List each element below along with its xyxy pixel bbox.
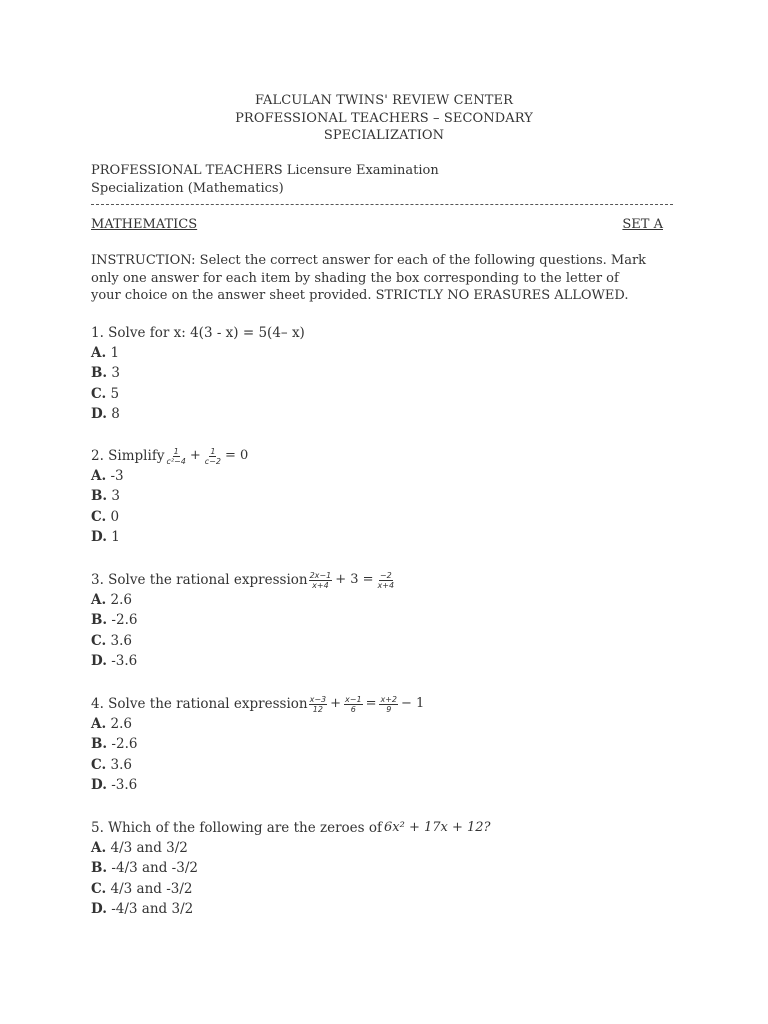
denominator: 6 <box>350 704 356 714</box>
denominator: 9 <box>386 704 392 714</box>
option-d <box>91 404 305 424</box>
instruction-line-1: INSTRUCTION: Select the correct answer for each of the following questions. Mark <box>91 253 647 268</box>
option-text: 1 <box>106 345 120 362</box>
question-2 <box>91 446 250 547</box>
option-text: -4/3 and -3/2 <box>107 860 198 877</box>
option-text: 2.6 <box>106 592 132 609</box>
polynomial-expression: 6x² + 17x + 12? <box>384 820 491 835</box>
fraction <box>344 695 363 714</box>
option-letter: B. <box>91 860 108 877</box>
option-text: -3.6 <box>106 652 138 669</box>
question-stem <box>91 694 426 714</box>
denominator: 12 <box>312 704 323 714</box>
option-letter: C. <box>91 880 107 897</box>
exam-subtitle <box>91 162 439 198</box>
option-text: -3 <box>106 468 124 485</box>
option-letter: D. <box>91 405 107 422</box>
option-letter: D. <box>91 776 107 793</box>
option-d <box>91 775 426 795</box>
option-letter: B. <box>91 736 108 753</box>
option-letter: A. <box>91 716 107 733</box>
question-stem <box>91 818 493 838</box>
header-line-1: FALCULAN TWINS' REVIEW CENTER <box>255 93 513 108</box>
option-d <box>91 899 493 919</box>
operator: + <box>189 448 201 463</box>
operator: = <box>365 696 377 711</box>
stem-text: 4. Solve the rational expression <box>91 696 308 712</box>
option-letter: C. <box>91 756 107 773</box>
numerator: 1 <box>173 446 179 456</box>
option-a <box>91 590 396 610</box>
subtitle-line-2: Specialization (Mathematics) <box>91 181 284 196</box>
option-b <box>91 734 426 754</box>
option-text: 4/3 and 3/2 <box>106 840 188 857</box>
option-letter: A. <box>91 592 107 609</box>
instruction-line-3: your choice on the answer sheet provided. STRICTLY NO ERASURES ALLOWED. <box>91 288 629 303</box>
option-a <box>91 714 426 734</box>
operator: − 1 <box>401 696 425 711</box>
document-header <box>0 92 768 145</box>
header-line-2: PROFESSIONAL TEACHERS – SECONDARY <box>235 110 533 126</box>
question-stem: 1. Solve for x: 4(3 - x) = 5(4– x) <box>91 325 305 341</box>
option-letter: D. <box>91 528 107 545</box>
subtitle-line-1: PROFESSIONAL TEACHERS Licensure Examination <box>91 163 439 178</box>
question-1 <box>91 323 305 424</box>
denominator: x+4 <box>377 580 395 590</box>
section-row <box>91 217 663 232</box>
option-b <box>91 858 493 878</box>
option-text: -2.6 <box>107 612 138 629</box>
operator: + 3 = <box>335 572 374 587</box>
instruction-line-2: only one answer for each item by shading the box corresponding to the letter of <box>91 270 619 286</box>
option-c <box>91 879 493 899</box>
option-a <box>91 838 493 858</box>
option-letter: A. <box>91 468 107 485</box>
option-text: 3 <box>107 488 121 505</box>
fraction <box>309 695 328 714</box>
stem-text: 5. Which of the following are the zeroes of <box>91 820 383 836</box>
option-letter: A. <box>91 840 107 857</box>
question-stem <box>91 446 250 466</box>
denominator: x+4 <box>312 580 329 590</box>
numerator: −2 <box>379 570 392 580</box>
section-title: MATHEMATICS <box>91 217 198 232</box>
fraction <box>165 447 186 466</box>
option-text: 3 <box>107 365 121 382</box>
option-a <box>91 466 250 486</box>
option-letter: D. <box>91 900 107 917</box>
denominator: c²−4 <box>166 456 186 466</box>
option-c <box>91 631 396 651</box>
question-4 <box>91 694 426 795</box>
option-b <box>91 610 396 630</box>
option-letter: C. <box>91 385 107 402</box>
option-text: -4/3 and 3/2 <box>106 900 194 917</box>
numerator: 1 <box>210 446 216 456</box>
stem-text: 3. Solve the rational expression <box>91 572 308 588</box>
operator: + <box>330 696 342 711</box>
option-text: 1 <box>106 528 120 545</box>
header-line-3: SPECIALIZATION <box>323 128 445 143</box>
fraction <box>204 447 222 466</box>
equation-rhs: = 0 <box>224 448 249 463</box>
numerator: x+2 <box>380 694 397 704</box>
option-letter: B. <box>91 365 108 382</box>
numerator: x−1 <box>345 694 362 704</box>
instruction-block <box>91 252 676 305</box>
option-letter: C. <box>91 632 107 649</box>
option-letter: C. <box>91 508 107 525</box>
stem-text: 2. Simplify <box>91 448 165 464</box>
option-c <box>91 384 305 404</box>
fraction <box>377 571 396 590</box>
option-c <box>91 507 250 527</box>
fraction <box>379 695 398 714</box>
option-text: 3.6 <box>106 632 132 649</box>
option-letter: A. <box>91 345 107 362</box>
option-letter: B. <box>91 612 108 629</box>
numerator: x−3 <box>309 694 327 704</box>
option-text: 2.6 <box>106 716 132 733</box>
option-b <box>91 363 305 383</box>
option-c <box>91 755 426 775</box>
question-3 <box>91 570 396 671</box>
question-stem <box>91 570 396 590</box>
option-text: 5 <box>106 385 120 402</box>
option-text: -2.6 <box>107 736 138 753</box>
option-text: 0 <box>106 508 120 525</box>
option-d <box>91 651 396 671</box>
option-text: 4/3 and -3/2 <box>106 880 193 897</box>
set-label: SET A <box>622 217 663 232</box>
option-letter: D. <box>91 652 107 669</box>
fraction <box>309 571 333 590</box>
option-b <box>91 486 250 506</box>
option-letter: B. <box>91 488 108 505</box>
option-text: 3.6 <box>106 756 132 773</box>
question-5 <box>91 818 493 919</box>
dashed-divider <box>91 204 673 205</box>
option-text: -3.6 <box>106 776 138 793</box>
option-d <box>91 527 250 547</box>
option-text: 8 <box>106 405 120 422</box>
option-a <box>91 343 305 363</box>
denominator: c−2 <box>204 456 221 466</box>
numerator: 2x−1 <box>309 570 332 580</box>
